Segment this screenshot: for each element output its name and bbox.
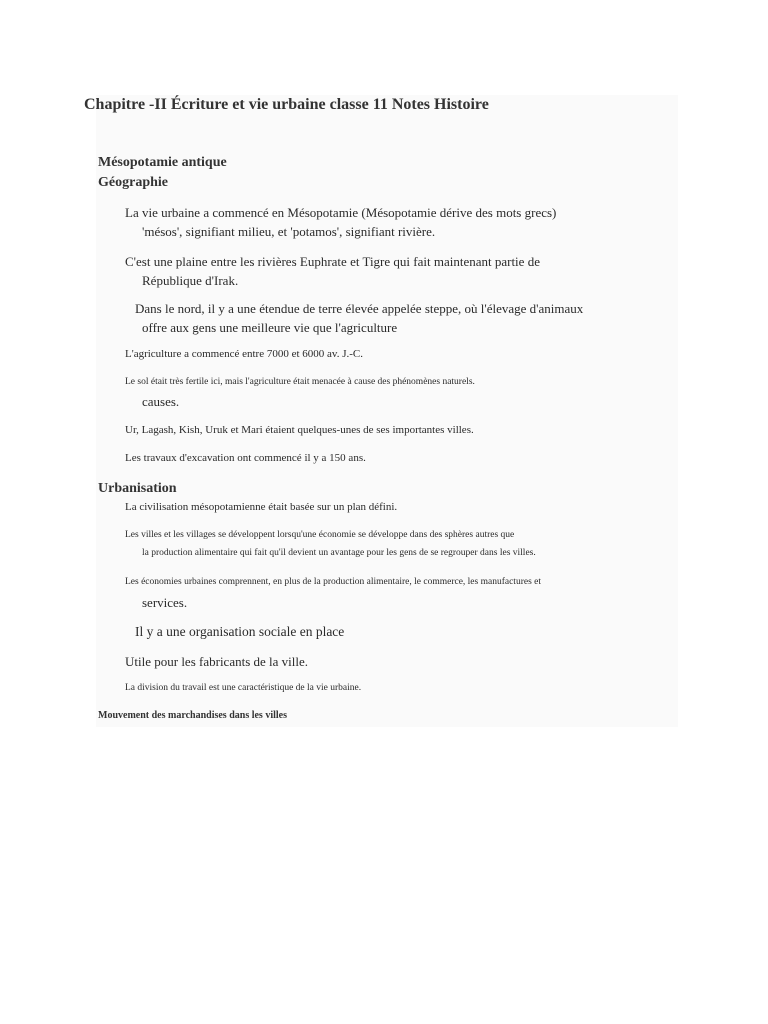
list-item-continuation: offre aux gens une meilleure vie que l'agriculture — [142, 320, 398, 335]
list-item-text: La civilisation mésopotamienne était basée sur un plan défini. — [125, 501, 398, 513]
list-item-text: Le sol était très fertile ici, mais l'agriculture était menacée à cause des phénomènes naturels. — [125, 377, 475, 387]
list-item-text: L'agriculture a commencé entre 7000 et 6000 av. J.-C. — [125, 348, 363, 360]
list-item-continuation: causes. — [142, 394, 180, 409]
section-heading-mouvement: Mouvement des marchandises dans les villes — [98, 710, 287, 721]
list-item-text: La division du travail est une caractéristique de la vie urbaine. — [125, 683, 362, 693]
list-item — [121, 526, 536, 562]
list-item-text: Ur, Lagash, Kish, Uruk et Mari étaient quelques-unes de ses importantes villes. — [125, 424, 474, 436]
list-item — [121, 450, 366, 467]
list-item-text: La vie urbaine a commencé en Mésopotamie (Mésopotamie dérive des mots grecs) — [125, 205, 557, 220]
list-item — [121, 346, 363, 363]
list-item — [121, 203, 556, 241]
list-item — [121, 652, 308, 671]
list-item — [121, 373, 475, 413]
list-item-text: C'est une plaine entre les rivières Euphrate et Tigre qui fait maintenant partie de — [125, 254, 540, 269]
section-heading-urbanisation: Urbanisation — [98, 481, 177, 496]
list-item-text: Dans le nord, il y a une étendue de terre élevée appelée steppe, où l'élevage d'animaux — [135, 301, 584, 316]
list-item-text: Les économies urbaines comprennent, en plus de la production alimentaire, le commerce, les manufactures et — [125, 577, 541, 587]
list-item-continuation: la production alimentaire qui fait qu'il devient un avantage pour les gens de se regrouper dans les villes. — [142, 548, 536, 558]
list-item — [121, 299, 583, 337]
section-heading-mesopotamie: Mésopotamie antique — [98, 155, 227, 170]
section-heading-geographie: Géographie — [98, 175, 168, 190]
list-item-continuation: services. — [142, 595, 188, 610]
list-item-text: Les travaux d'excavation ont commencé il y a 150 ans. — [125, 452, 366, 464]
list-item-text: Les villes et les villages se développent lorsqu'une économie se développe dans des sphères autres que — [125, 530, 515, 540]
list-item-continuation: 'mésos', signifiant milieu, et 'potamos', signifiant rivière. — [142, 224, 436, 239]
list-item — [121, 252, 540, 290]
list-item-text: Il y a une organisation sociale en place — [135, 624, 345, 639]
list-item-continuation: République d'Irak. — [142, 273, 239, 288]
list-item — [121, 622, 344, 642]
page-title: Chapitre -II Écriture et vie urbaine classe 11 Notes Histoire — [84, 96, 489, 113]
list-item-text: Utile pour les fabricants de la ville. — [125, 654, 309, 669]
list-item — [121, 422, 474, 439]
list-item — [121, 679, 361, 697]
list-item — [121, 573, 541, 614]
list-item — [121, 499, 397, 516]
